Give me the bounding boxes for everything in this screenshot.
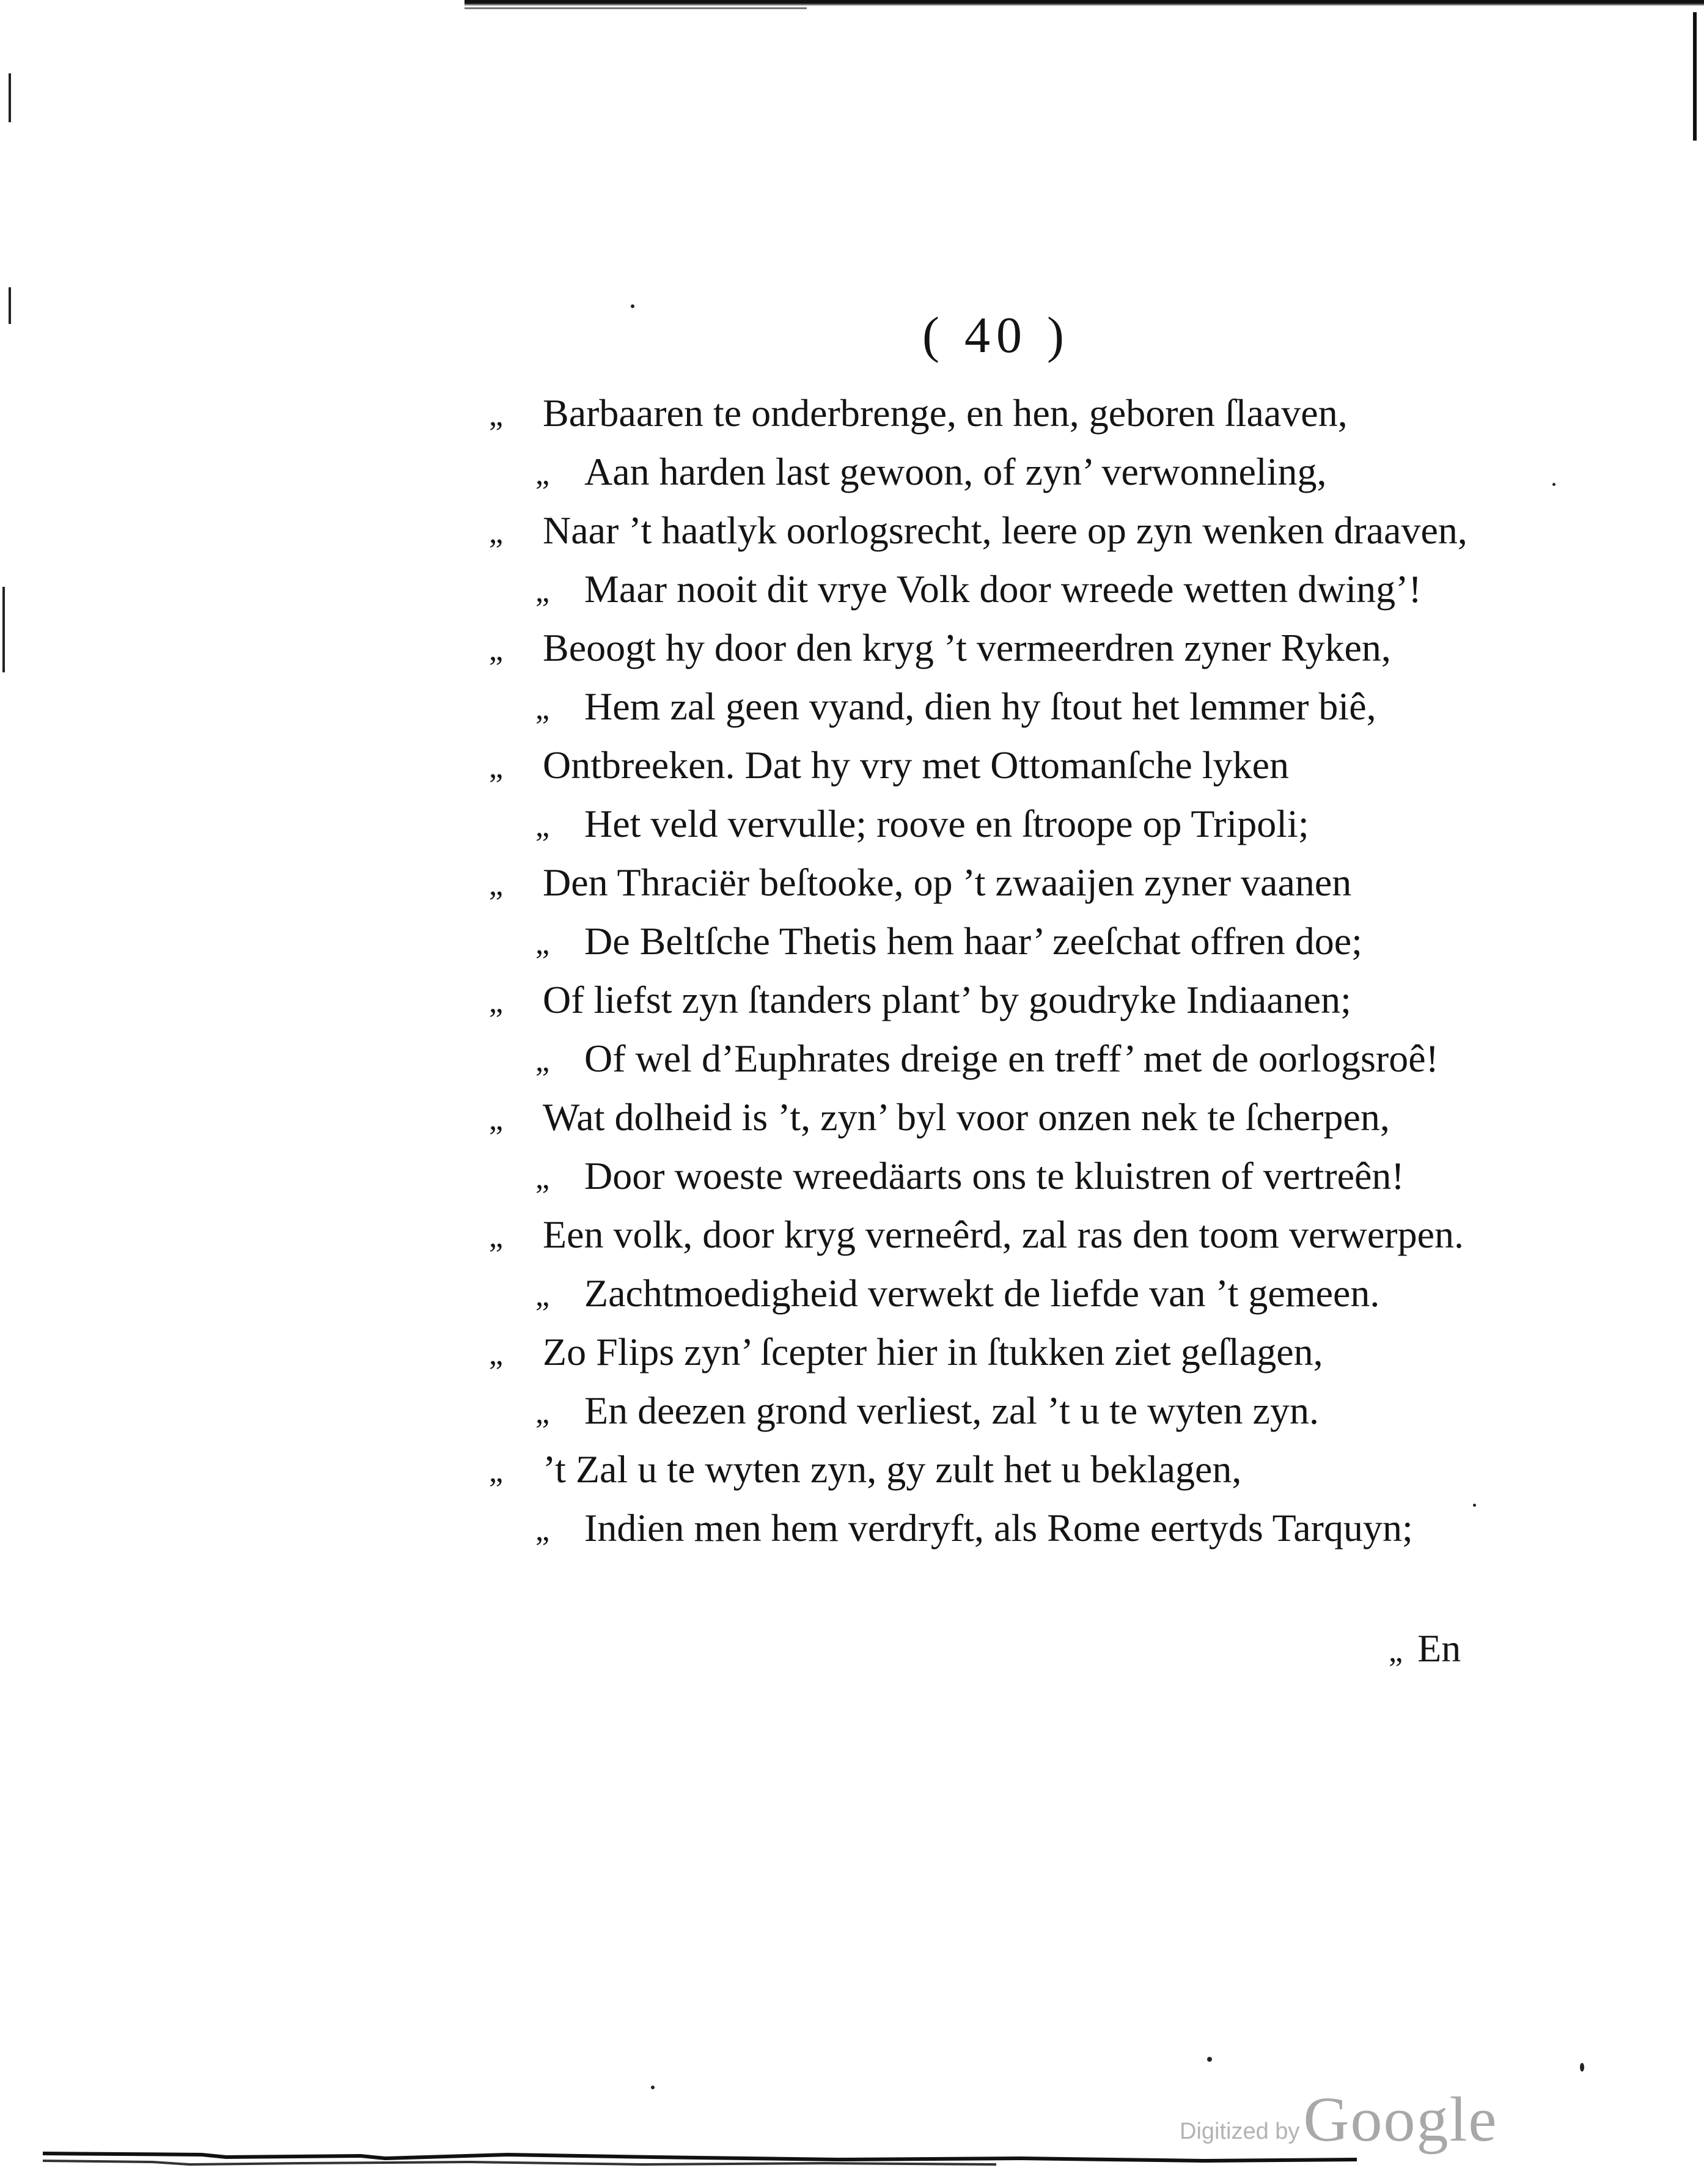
line-text: Het veld vervulle; roove en ſtroope op Tripoli; xyxy=(584,802,1309,845)
quote-mark: „ xyxy=(535,1395,550,1430)
line-text: Barbaaren te onderbrenge, en hen, geboren ſlaaven, xyxy=(543,391,1348,435)
poem-line xyxy=(489,560,1528,619)
poem-line xyxy=(489,384,1528,443)
quote-mark: „ xyxy=(535,1513,550,1548)
line-text: Maar nooit dit vrye Volk door wreede wetten dwing’! xyxy=(584,567,1422,611)
line-text: De Beltſche Thetis hem haar’ zeeſchat offren doe; xyxy=(584,919,1362,963)
quote-mark: „ xyxy=(489,515,504,550)
quote-mark: „ xyxy=(489,750,504,785)
poem-line xyxy=(489,1147,1528,1205)
poem-line xyxy=(489,677,1528,736)
poem-line xyxy=(489,619,1528,677)
line-text: Beoogt hy door den kryg ’t vermeerdren zyner Ryken, xyxy=(543,626,1391,669)
poem-line xyxy=(489,1381,1528,1440)
print-speck xyxy=(1473,1504,1476,1507)
quote-mark: „ xyxy=(535,574,550,609)
poem-line xyxy=(489,1029,1528,1088)
quote-mark: „ xyxy=(535,691,550,726)
poem-line xyxy=(489,1205,1528,1264)
poem-line xyxy=(489,501,1528,560)
line-text: Zo Flips zyn’ ſcepter hier in ſtukken ziet geſlagen, xyxy=(543,1330,1323,1373)
poem-line xyxy=(489,912,1528,971)
line-text: Of liefst zyn ſtanders plant’ by goudryke Indiaanen; xyxy=(543,978,1351,1021)
quote-mark: „ xyxy=(489,1454,504,1489)
page-number: ( 40 ) xyxy=(922,307,1070,364)
line-text: Door woeste wreedäarts ons te kluistren of vertreên! xyxy=(584,1154,1405,1197)
watermark-prefix: Digitized by xyxy=(1180,2119,1300,2144)
quote-mark: „ xyxy=(489,867,504,902)
quote-mark: „ xyxy=(489,398,504,433)
page-top-edge-shadow xyxy=(465,7,807,9)
line-text: Aan harden last gewoon, of zyn’ verwonneling, xyxy=(584,450,1327,493)
quote-mark: „ xyxy=(489,1102,504,1137)
poem-line xyxy=(489,1499,1528,1557)
page-left-edge-mark xyxy=(2,587,5,672)
quote-mark: „ xyxy=(535,809,550,844)
line-text: En deezen grond verliest, zal ’t u te wyten zyn. xyxy=(584,1389,1319,1432)
print-speck xyxy=(1207,2057,1212,2062)
poem-line xyxy=(489,1323,1528,1381)
print-speck xyxy=(651,2086,655,2089)
line-text: Een volk, door kryg verneêrd, zal ras den toom verwerpen. xyxy=(543,1213,1464,1256)
quote-mark: „ xyxy=(1389,1634,1403,1669)
line-text: Ontbreeken. Dat hy vry met Ottomanſche lyken xyxy=(543,743,1289,787)
page-left-edge-mark xyxy=(9,73,11,122)
quote-mark: „ xyxy=(535,1043,550,1078)
line-text: Wat dolheid is ’t, zyn’ byl voor onzen nek te ſcherpen, xyxy=(543,1095,1390,1139)
print-speck xyxy=(1552,483,1555,486)
poem-line xyxy=(489,795,1528,853)
print-speck xyxy=(631,304,634,308)
poem-line xyxy=(489,1088,1528,1147)
page-top-edge xyxy=(465,0,1704,6)
line-text: ’t Zal u te wyten zyn, gy zult het u beklagen, xyxy=(543,1447,1242,1491)
poem-text xyxy=(489,384,1528,1557)
poem-line xyxy=(489,971,1528,1029)
poem-line xyxy=(489,1440,1528,1499)
quote-mark: „ xyxy=(535,457,550,491)
catchword-text: En xyxy=(1417,1627,1461,1670)
quote-mark: „ xyxy=(489,1219,504,1254)
digitized-by-google-watermark xyxy=(1180,2083,1498,2156)
google-logo: Google xyxy=(1303,2084,1498,2155)
line-text: Of wel d’Euphrates dreige en treff’ met de oorlogsroê! xyxy=(584,1037,1439,1080)
quote-mark: „ xyxy=(535,926,550,961)
line-text: Hem zal geen vyand, dien hy ſtout het lemmer biê, xyxy=(584,685,1376,728)
line-text: Indien men hem verdryft, als Rome eertyds Tarquyn; xyxy=(584,1506,1413,1550)
print-speck xyxy=(1580,2063,1584,2072)
poem-line xyxy=(489,736,1528,795)
quote-mark: „ xyxy=(535,1161,550,1196)
poem-line xyxy=(489,853,1528,912)
line-text: Zachtmoedigheid verwekt de liefde van ’t gemeen. xyxy=(584,1271,1380,1315)
page-right-edge xyxy=(1693,12,1697,141)
line-text: Den Thraciër beſtooke, op ’t zwaaijen zyner vaanen xyxy=(543,861,1352,904)
poem-line xyxy=(489,443,1528,501)
catchword xyxy=(1389,1626,1461,1671)
quote-mark: „ xyxy=(535,1278,550,1313)
quote-mark: „ xyxy=(489,1337,504,1372)
quote-mark: „ xyxy=(489,985,504,1020)
page-bottom-edge xyxy=(43,2149,1357,2167)
page-left-edge-mark xyxy=(9,287,11,324)
poem-line xyxy=(489,1264,1528,1323)
quote-mark: „ xyxy=(489,633,504,667)
line-text: Naar ’t haatlyk oorlogsrecht, leere op zyn wenken draaven, xyxy=(543,509,1467,552)
